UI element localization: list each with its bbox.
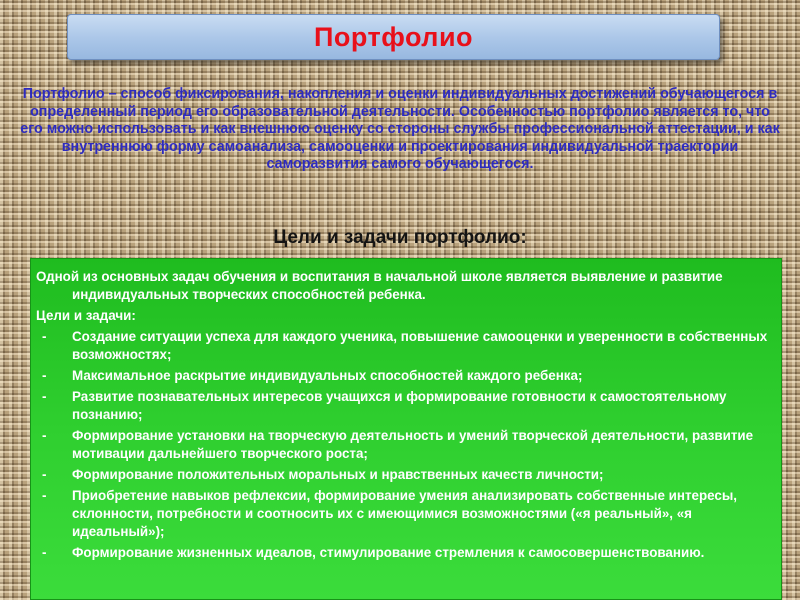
bullet-marker: -	[42, 368, 47, 383]
list-item	[36, 427, 775, 463]
bullet-marker: -	[42, 329, 47, 344]
goals-list	[36, 328, 775, 562]
list-item-text: Формирование жизненных идеалов, стимулирование стремления к самосовершенствованию.	[72, 545, 705, 560]
bullet-marker: -	[42, 389, 47, 404]
panel-lead-text: Одной из основных задач обучения и воспитания в начальной школе является выявление и развитие индивидуальных творческих способностей ребенка.	[36, 269, 723, 302]
list-item	[36, 328, 775, 364]
list-item-text: Максимальное раскрытие индивидуальных способностей каждого ребенка;	[72, 368, 583, 383]
bullet-marker: -	[42, 488, 47, 503]
list-item-text: Развитие познавательных интересов учащихся и формирование готовности к самостоятельному познанию;	[72, 389, 727, 422]
list-item	[36, 367, 775, 385]
list-item-text: Приобретение навыков рефлексии, формирование умения анализировать собственные интересы, склонности, потребности и соотносить их с имеющимися возможностями («я реальный», «я идеальный»);	[72, 488, 738, 539]
page-title: Портфолио	[313, 21, 474, 52]
list-item-text: Формирование положительных моральных и нравственных качеств личности;	[72, 467, 604, 482]
list-item	[36, 466, 775, 484]
bullet-marker: -	[42, 467, 47, 482]
goals-panel	[30, 258, 782, 600]
section-subtitle: Цели и задачи портфолио:	[273, 227, 527, 248]
list-item-text: Формирование установки на творческую деятельность и умений творческой деятельности, развитие мотивации дальнейшего творческого роста;	[72, 428, 754, 461]
list-item	[36, 544, 775, 562]
list-item	[36, 388, 775, 424]
list-item	[36, 487, 775, 541]
bullet-marker: -	[42, 428, 47, 443]
goals-heading: Цели и задачи:	[36, 308, 136, 323]
intro-paragraph: Портфолио – способ фиксирования, накопления и оценки индивидуальных достижений обучающегося в определенный период его образовательной деятельности. Особенностью портфолио является то, что его можно использовать и как внешнюю оценку со стороны службы профессиональной аттестации, и как внутреннюю форму самоанализа, самооценки и проектирования индивидуальной траектории саморазвития самого обучающегося.	[20, 86, 780, 173]
list-item-text: Создание ситуации успеха для каждого ученика, повышение самооценки и уверенности в собственных возможностях;	[72, 329, 768, 362]
title-banner	[67, 14, 720, 60]
bullet-marker: -	[42, 545, 47, 560]
